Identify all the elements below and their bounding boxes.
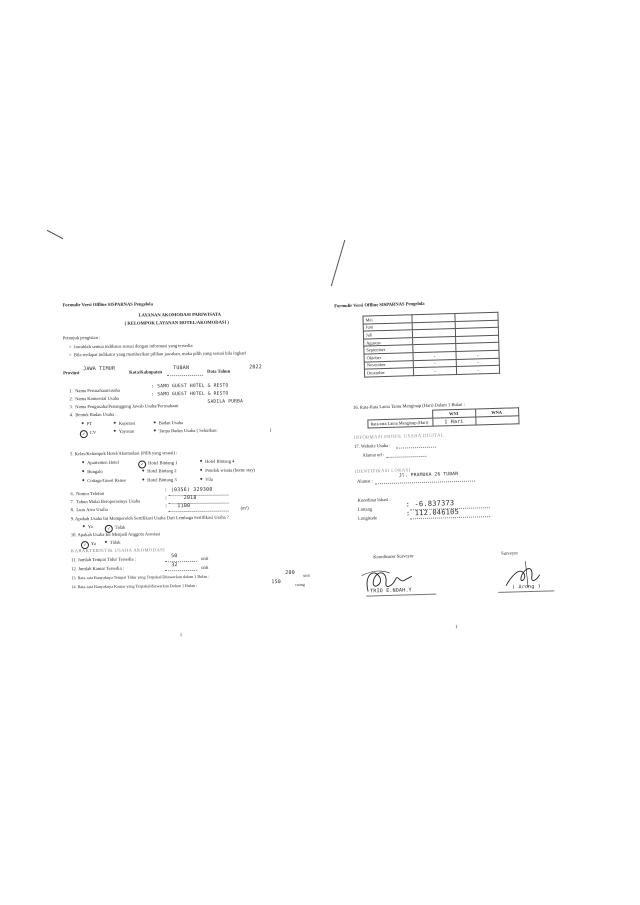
website-line	[396, 447, 436, 449]
field-1: 1. Nama Perusahaan/usaha	[69, 387, 120, 394]
field-3: 3. Nama Pengusaha/Penanggung Jawab Usaha/Perusahaan	[69, 403, 179, 410]
month-name: Mei	[363, 315, 412, 324]
badan-tanpa[interactable]: Tanpa Badan Usaha ( Sebutkan:	[154, 429, 218, 434]
tempat-tidur-terpakai-value: 200	[285, 569, 295, 576]
month-name: September	[364, 345, 413, 354]
left-page-number: 1	[179, 632, 183, 638]
kelas-vila[interactable]: Vila	[200, 478, 213, 483]
field-telefon: 6. Nomor Telefon	[70, 490, 105, 497]
section-karakteristik: KARAKTERISTIK USAHA AKOMODASI	[70, 547, 166, 554]
month-name: Juli	[363, 330, 412, 339]
right-form-page	[316, 233, 597, 650]
field-tempat-tidur-terpakai: 13. Rata-rata Banyaknya Tempat Tidur yang Terpakai/Ditawarkan dalam 1 Bulan :	[71, 573, 210, 581]
field-2: 2. Nama Komersial Usaha	[69, 395, 120, 402]
month-wni: -	[413, 367, 456, 376]
luas-value: : 1100	[164, 502, 191, 510]
instruction-2: > Bila terdapat indikator yang memberikan pilihan jawaban, maka pilih yang sesuai bila ingkari	[68, 350, 247, 358]
q10-tidak[interactable]: Tidak	[105, 541, 121, 546]
tempat-tidur-unit: unit	[201, 555, 209, 561]
month-wna: -	[456, 350, 499, 359]
form-title: LAYANAN AKOMODASI PARIWISATA	[138, 311, 221, 318]
kota-line	[167, 375, 203, 376]
tahun-value: 2022	[249, 364, 262, 371]
kelas-bungalo[interactable]: Bungalo	[82, 470, 103, 475]
kelas-heading: 5. Kelas/Kelompok Hotel/Akomodasi (Pilih yang sesuai) :	[69, 450, 178, 457]
scan-mark	[47, 230, 63, 239]
bujur-label: Longitude	[358, 515, 378, 521]
field-luas: 8. Luas Area Usaha	[70, 506, 108, 513]
kamar-terpakai-unit: ruang	[295, 581, 305, 587]
q10-ya[interactable]: ✓ Ya	[81, 541, 96, 549]
tempat-tidur-terpakai-unit: unit	[303, 572, 310, 578]
lintang-label: Lintang	[357, 506, 373, 512]
koordinat-label: Koordinat lokasi :	[357, 496, 391, 503]
provinsi-value: JAWA TIMUR	[83, 365, 116, 373]
kota-value: TUBAN	[173, 364, 190, 372]
month-wni: -	[413, 359, 456, 368]
month-wna: -	[456, 365, 499, 374]
kelas-bintang-2[interactable]: Hotel Bintang 2	[142, 469, 176, 474]
kelas-bintang-4[interactable]: Hotel Bintang 4	[200, 460, 234, 465]
alamat-label: Alamat :	[356, 478, 374, 484]
badan-badan-usaha[interactable]: Badan Usaha	[154, 421, 183, 426]
field-tahun-mulai: 7. Tahun Mulai Beroperasinya Usaha	[70, 498, 141, 505]
month-name: November	[364, 360, 413, 369]
field-tempat-tidur: 11. Jumlah Tempat Tidur Tersedia :	[71, 556, 137, 563]
telefon-value: : (0356) 329300	[164, 486, 213, 494]
kamar-unit: unit	[201, 564, 209, 570]
field-2-value: : SAMO GUEST HOTEL & RESTO	[151, 391, 229, 398]
tahun-mulai-value: : 2018	[164, 494, 197, 502]
badan-koperasi[interactable]: Koperasi	[114, 422, 136, 427]
koordinator-name: TRIO E.NDAH.Y	[370, 587, 412, 595]
website-label: 17. Website Usaha :	[354, 442, 391, 449]
q9-ya[interactable]: Ya	[83, 525, 93, 530]
kelas-cottage[interactable]: Cottage/Guest Renee	[82, 479, 126, 484]
stay-header-wna: WNA	[475, 408, 518, 417]
kota-label: Kota/Kabupaten	[129, 369, 163, 375]
month-name: Desember	[364, 368, 413, 377]
surveyor-label: Surveyor	[501, 550, 519, 556]
badan-cv[interactable]: ✓ CV	[80, 430, 96, 438]
provinsi-label: Provinsi	[63, 370, 80, 376]
right-page-number: 1	[455, 624, 458, 630]
kamar-value: 32	[171, 562, 178, 569]
stay-wna-value	[475, 416, 518, 425]
month-wna: -	[456, 358, 499, 367]
email-label: Alamat url :	[362, 452, 385, 458]
koordinator-label: Koordinator Surveyor	[373, 553, 414, 560]
kelas-bintang-1[interactable]: ✓ Hotel Bintang 1	[138, 460, 177, 468]
q10-text: 10. Apakah Usaha Ini Menjadi Anggota Asosiasi	[70, 531, 161, 538]
month-wni: -	[413, 351, 456, 360]
surveyor-name: ( Arong )	[512, 583, 542, 591]
left-header: Formulir Versi Offline SISPARNAS Pengelola	[62, 301, 153, 308]
field-4: 4. Bentuk Badan Usaha :	[69, 411, 117, 418]
instructions-heading: Petunjuk pengisian :	[62, 334, 101, 341]
field-3-value: SADILA PURBA	[207, 399, 244, 405]
stay-row-label: Rata-rata Lama Menginap (Hari)	[368, 418, 433, 428]
luas-unit: (m²)	[240, 505, 249, 511]
badan-close-paren: )	[269, 427, 272, 433]
kelas-pondok[interactable]: Pondok wisata (home stay)	[200, 468, 255, 473]
q16-text: 16. Rata-Rata Lama Tamu Menginap (Hari) Dalam 1 Bulan :	[352, 401, 465, 410]
q9-tidak[interactable]: ✓ Tidak	[105, 525, 126, 533]
email-line	[386, 456, 426, 458]
bujur-value: : 112.046105	[405, 507, 460, 518]
form-subtitle: ( KELOMPOK LAYANAN HOTEL/AKOMODASI )	[124, 319, 229, 326]
field-1-value: : SAMO GUEST HOTEL & RESTO	[151, 383, 229, 390]
stay-length-table	[367, 407, 519, 428]
kamar-line	[165, 570, 197, 571]
badan-pt[interactable]: PT	[82, 422, 92, 427]
tahun-label: Data Tahun	[207, 368, 231, 374]
kelas-bintang-3[interactable]: Hotel Bintang 3	[142, 478, 176, 483]
stay-header-wni: WNI	[432, 409, 475, 418]
month-name: Juni	[363, 322, 412, 331]
luas-line	[169, 511, 229, 513]
kamar-terpakai-value: 150	[271, 579, 282, 586]
instruction-1: > Jawablah semua indikator sesuai dengan informasi yang tersedia	[68, 342, 193, 350]
section-digital: INFORMASI PROFIL USAHA DIGITAL	[353, 432, 445, 440]
month-name: Oktober	[364, 353, 413, 362]
month-name: Agustus	[364, 337, 413, 346]
alamat-value: Jl. PRAMUKA 26 TUBAN	[398, 471, 459, 479]
monthly-guests-table	[362, 312, 500, 378]
kelas-apartemen[interactable]: Apartemen Hotel	[82, 461, 119, 466]
field-kamar-terpakai: 14. Rata-rata Banyaknya Kamar yang Terpakai/diawarkan Dalam 1 Bulan :	[71, 582, 198, 590]
section-lokasi: IDENTIFIKASI LOKASI	[354, 467, 411, 474]
tempat-tidur-value: 50	[171, 553, 178, 560]
lintang-value: : -6.837373	[405, 499, 455, 509]
tempat-tidur-line	[165, 561, 197, 562]
right-header: Formulir Versi Offline SISPARNAS Pengelola	[334, 300, 425, 309]
alamat-line	[375, 481, 475, 485]
badan-yayasan[interactable]: Yayasan	[114, 430, 134, 435]
left-form-page	[58, 254, 320, 652]
field-kamar: 12. Jumlah Kamar Tersedia :	[71, 565, 125, 572]
q9-text: 9. Apakah Usaha Ini Memperoleh Sertifikasi Usaha Dari Lembaga Sertifikasi Usaha ?	[70, 514, 229, 522]
page-edge	[331, 240, 346, 286]
stay-wni-value: 1 Hari	[432, 417, 475, 426]
